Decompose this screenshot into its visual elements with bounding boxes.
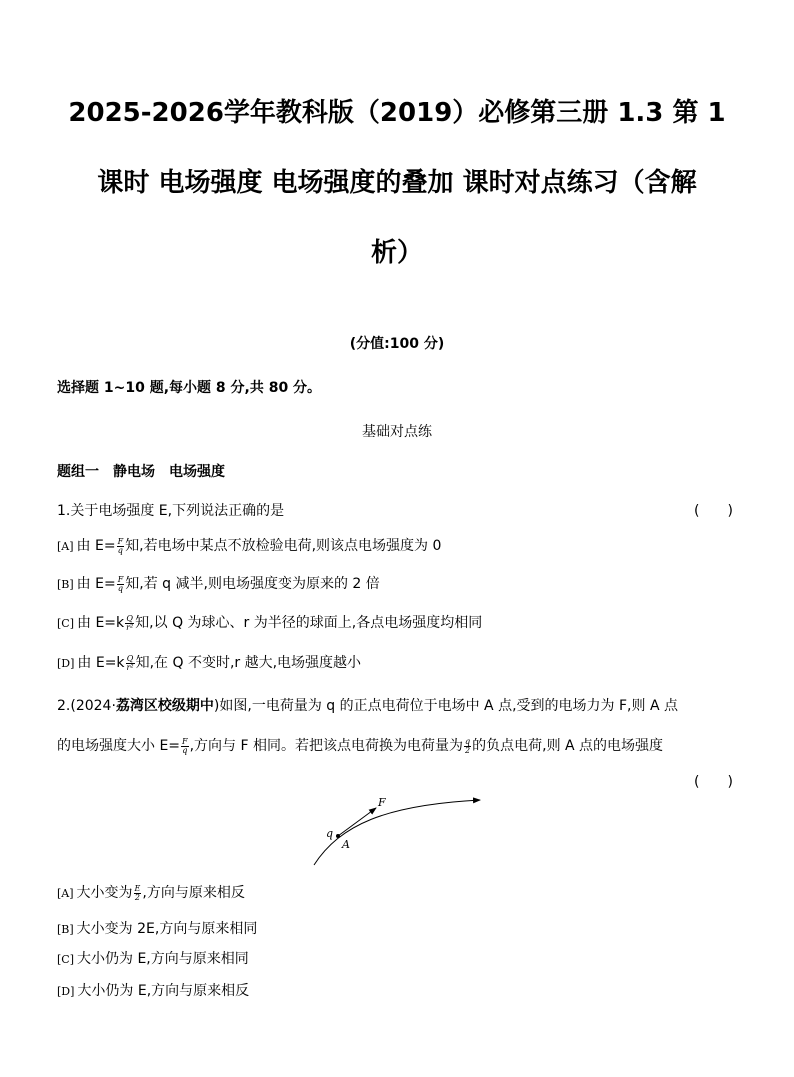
field-line [314, 800, 480, 865]
doc-title-line-2: 课时 电场强度 电场强度的叠加 课时对点练习（含解 [97, 168, 697, 198]
q2-option-c[interactable] [57, 948, 249, 968]
q2-source-pre: (2024· [70, 698, 116, 714]
q2-source-post: ) [213, 698, 220, 714]
option-key: [D] [57, 985, 75, 998]
fraction-den: q [117, 545, 123, 555]
group-title: 题组一 静电场 电场强度 [57, 464, 225, 480]
fraction [126, 655, 135, 672]
option-post: 知,在 Q 不变时,r 越大,电场强度越小 [135, 655, 362, 671]
label-F: F [378, 796, 386, 809]
q1-option-d[interactable] [57, 652, 361, 672]
force-arrow [338, 808, 376, 836]
option-text: 大小仍为 E,方向与原来相同 [77, 951, 249, 967]
option-text: 大小仍为 E,方向与原来相反 [77, 983, 250, 999]
point-charge-dot [336, 834, 340, 838]
option-key: [B] [57, 923, 74, 936]
fraction-den: q [117, 583, 124, 593]
option-key: [A] [57, 887, 74, 900]
q1-answer-paren: ( ) [694, 503, 733, 519]
q1-option-c[interactable] [57, 612, 482, 632]
q2-answer-paren: ( ) [694, 774, 733, 790]
q2-figure [300, 790, 500, 870]
q2-option-d[interactable] [57, 980, 249, 1000]
q1-option-a[interactable] [57, 535, 441, 555]
fraction [125, 615, 134, 632]
fraction-den: q [182, 745, 188, 755]
fraction [117, 576, 125, 593]
label-A: A [342, 838, 350, 851]
option-key: [B] [57, 578, 74, 591]
fraction-num: Q [126, 613, 133, 623]
option-key: [A] [57, 540, 74, 553]
fraction-num: E [134, 883, 141, 893]
q1-stem: 1.关于电场强度 E,下列说法正确的是 [57, 503, 285, 519]
score-label: (分值:100 分) [349, 336, 445, 352]
q2-number: 2. [57, 698, 71, 714]
section-note: 选择题 1~10 题,每小题 8 分,共 80 分。 [57, 380, 322, 396]
q1-option-b[interactable] [57, 573, 380, 593]
option-pre: 由 E= [76, 538, 116, 554]
option-post: 知,以 Q 为球心、r 为半径的球面上,各点电场强度均相同 [135, 615, 483, 631]
doc-title-line-3: 析） [370, 238, 423, 268]
option-key: [C] [57, 953, 74, 966]
q2-option-a[interactable] [57, 882, 245, 902]
fraction [134, 885, 142, 902]
fraction-num: Q [126, 653, 134, 663]
fraction [117, 538, 125, 555]
fraction-num: F [117, 574, 124, 584]
q2-stem-2-post: 的负点电荷,则 A 点的电场强度 [472, 738, 664, 754]
q2-stem-line-1 [57, 695, 678, 715]
option-pre: 由 E= [76, 576, 116, 592]
fraction-den: r² [126, 662, 134, 672]
fraction-den: 2 [134, 892, 140, 902]
q2-option-b[interactable] [57, 918, 257, 938]
q2-stem-line-2 [57, 735, 663, 755]
option-pre: 大小变为 [76, 885, 133, 901]
fraction-den: r² [126, 622, 134, 632]
option-post: ,方向与原来相反 [142, 885, 245, 901]
option-pre: 由 E=k [77, 615, 125, 631]
option-key: [C] [57, 617, 74, 630]
q2-source: 荔湾区校级期中 [115, 698, 214, 714]
fraction-num: q [465, 736, 471, 746]
label-q: q [326, 827, 334, 840]
option-text: 大小变为 2E,方向与原来相同 [76, 921, 258, 937]
option-key: [D] [57, 657, 75, 670]
q2-stem-2-pre: 的电场强度大小 E= [57, 738, 181, 754]
q2-stem-2-mid: ,方向与 F 相同。若把该点电荷换为电荷量为 [189, 738, 463, 754]
doc-title-line-1: 2025-2026学年教科版（2019）必修第三册 1.3 第 1 [68, 98, 726, 128]
fraction [464, 738, 471, 755]
q2-stem-1: 如图,一电荷量为 q 的正点电荷位于电场中 A 点,受到的电场力为 F,则 A 点 [219, 698, 678, 714]
fraction-den: 2 [465, 745, 471, 755]
option-post: 知,若电场中某点不放检验电荷,则该点电场强度为 0 [125, 538, 442, 554]
fraction [181, 738, 189, 755]
section-header: 基础对点练 [362, 424, 432, 440]
fraction-num: F [117, 536, 124, 546]
option-post: 知,若 q 减半,则电场强度变为原来的 2 倍 [125, 576, 380, 592]
fraction-num: F [182, 736, 188, 746]
option-pre: 由 E=k [77, 655, 125, 671]
